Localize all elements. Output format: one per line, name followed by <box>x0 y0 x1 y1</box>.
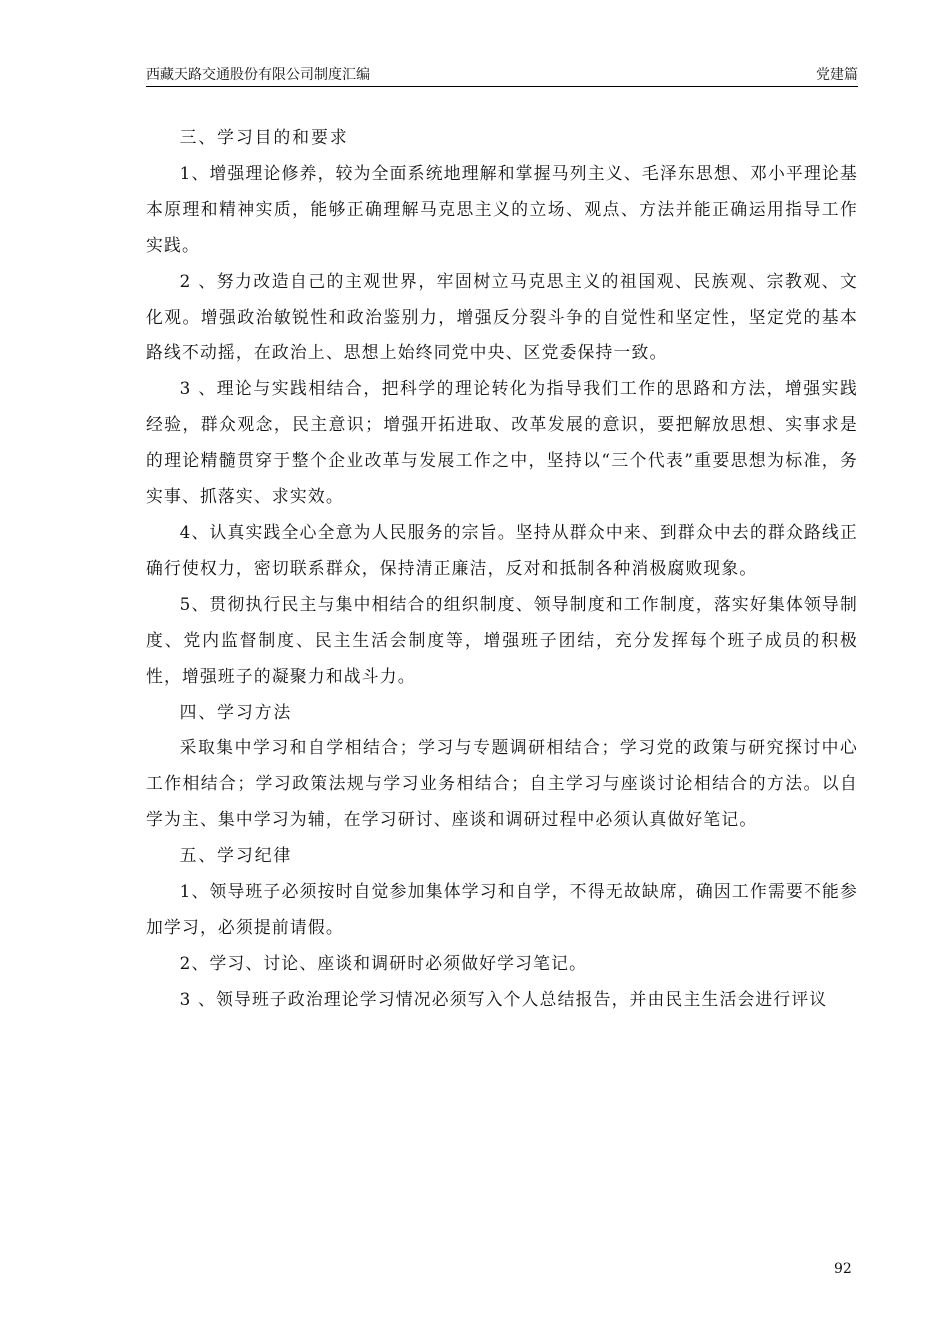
page-header <box>146 66 858 87</box>
paragraph-goal-1: 1、增强理论修养，较为全面系统地理解和掌握马列主义、毛泽东思想、邓小平理论基本原理和精神实质，能够正确理解马克思主义的立场、观点、方法并能正确运用指导工作实践。 <box>146 162 858 255</box>
header-document-title: 西藏天路交通股份有限公司制度汇编 <box>146 67 370 83</box>
section-heading-study-methods: 四、学习方法 <box>179 701 293 722</box>
paragraph-discipline-2: 2、学习、讨论、座谈和调研时必须做好学习笔记。 <box>179 952 588 973</box>
paragraph-discipline-1: 1、领导班子必须按时自觉参加集体学习和自学，不得无故缺席，确因工作需要不能参加学习，必须提前请假。 <box>146 881 858 937</box>
paragraph-goal-3: 3 、理论与实践相结合，把科学的理论转化为指导我们工作的思路和方法，增强实践经验，群众观念，民主意识；增强开拓进取、改革发展的意识，要把解放思想、实事求是的理论精髓贯穿于整个企业改革与发展工作之中，坚持以“三个代表”重要思想为标准，务实事、抓落实、求实效。 <box>146 378 858 507</box>
section-heading-study-discipline: 五、学习纪律 <box>179 845 293 866</box>
paragraph-goal-2: 2 、努力改造自己的主观世界，牢固树立马克思主义的祖国观、民族观、宗教观、文化观。增强政治敏锐性和政治鉴别力，增强反分裂斗争的自觉性和坚定性，坚定党的基本路线不动摇，在政治上、思想上始终同党中央、区党委保持一致。 <box>146 270 858 363</box>
paragraph-discipline-3: 3 、领导班子政治理论学习情况必须写入个人总结报告，并由民主生活会进行评议 <box>179 988 828 1009</box>
paragraph-methods: 采取集中学习和自学相结合；学习与专题调研相结合；学习党的政策与研究探讨中心工作相结合；学习政策法规与学习业务相结合；自主学习与座谈讨论相结合的方法。以自学为主、集中学习为辅，在学习研讨、座谈和调研过程中必须认真做好笔记。 <box>146 737 858 830</box>
paragraph-goal-5: 5、贯彻执行民主与集中相结合的组织制度、领导制度和工作制度，落实好集体领导制度、党内监督制度、民主生活会制度等，增强班子团结，充分发挥每个班子成员的积极性，增强班子的凝聚力和战斗力。 <box>146 593 858 686</box>
page-number: 92 <box>834 1261 852 1277</box>
document-body <box>146 120 858 1018</box>
section-heading-study-goals: 三、学习目的和要求 <box>179 127 349 147</box>
paragraph-goal-4: 4、认真实践全心全意为人民服务的宗旨。坚持从群众中来、到群众中去的群众路线正确行使权力，密切联系群众，保持清正廉洁，反对和抵制各种消极腐败现象。 <box>146 521 858 578</box>
header-section-title: 党建篇 <box>816 67 858 83</box>
